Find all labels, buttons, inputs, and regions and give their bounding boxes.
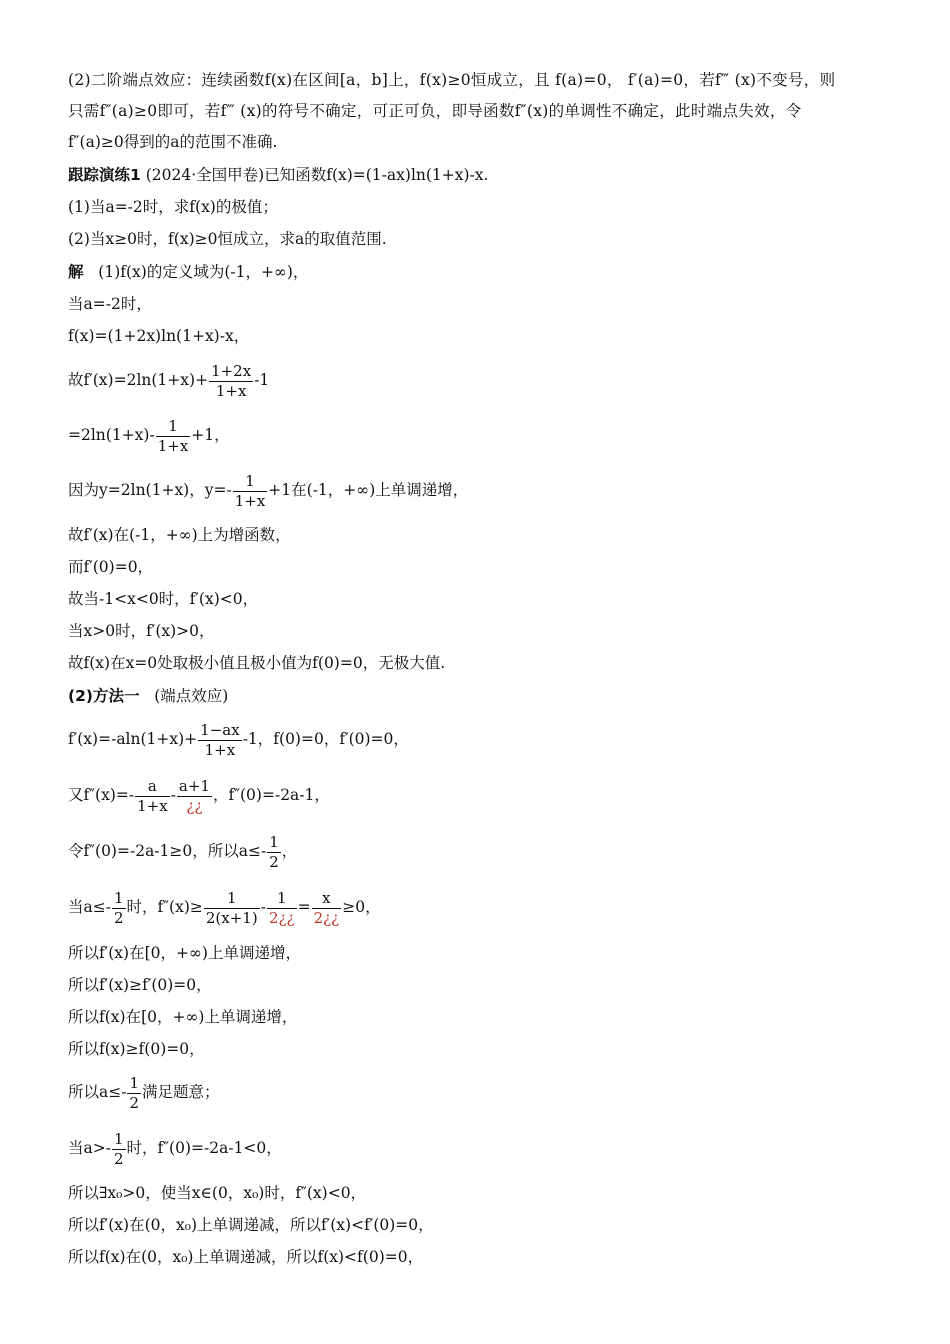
solution-line-11: 故f(x)在x=0处取极小值且极小值为f(0)=0，无极大值. (68, 654, 446, 672)
solution-text: (1)f(x)的定义域为(-1，+∞)， (98, 263, 309, 281)
method-line-12: 所以f′(x)在(0，x₀)上单调递减，所以f′(x)<f′(0)=0， (68, 1216, 434, 1234)
numerator: a (135, 777, 170, 797)
denominator: 2 (269, 852, 279, 871)
solution-line-3: f(x)=(1+2x)ln(1+x)-x， (68, 327, 250, 345)
solution-line-6 (68, 470, 882, 510)
method-line-9 (68, 1071, 882, 1113)
method-line-11: 所以∃x₀>0，使当x∈(0，x₀)时，f″(x)<0， (68, 1184, 367, 1202)
text: 时，f″(x)≥ (126, 898, 203, 916)
method-line-2 (68, 774, 882, 816)
denominator: 2(x+1) (205, 908, 258, 927)
denominator: 2¿¿ (268, 908, 295, 927)
question-2: (2)当x≥0时，f(x)≥0恒成立，求a的取值范围. (68, 230, 387, 248)
fraction (267, 833, 281, 872)
method-line-5: 所以f′(x)在[0，+∞)上单调递增， (68, 944, 301, 962)
solution-line-7: 故f′(x)在(-1，+∞)上为增函数， (68, 526, 291, 544)
exercise-text: (2024·全国甲卷)已知函数f(x)=(1-ax)ln(1+x)-x. (145, 166, 489, 184)
solution-label: 解 (68, 263, 84, 281)
text: ，f″(0)=-2a-1， (212, 786, 330, 804)
text: f′(x)=-aln(1+x)+ (68, 730, 198, 748)
exercise-label: 跟踪演练1 (68, 166, 141, 184)
question-1: (1)当a=-2时，求f(x)的极值； (68, 198, 278, 216)
denominator: 1+x (137, 796, 168, 815)
fraction (112, 1130, 126, 1169)
solution-line-10: 当x>0时，f′(x)>0， (68, 622, 215, 640)
text: -1 (254, 371, 270, 389)
fraction (312, 889, 342, 928)
text: 因为y=2ln(1+x)，y=- (68, 481, 232, 499)
text: - (170, 786, 176, 804)
solution-line-5 (68, 415, 882, 455)
numerator: 1−ax (200, 720, 240, 739)
text: +1， (191, 426, 230, 444)
numerator: 1 (113, 888, 124, 907)
fraction (233, 472, 268, 511)
method-line-7: 所以f(x)在[0，+∞)上单调递增， (68, 1008, 298, 1026)
denominator: 2 (129, 1093, 140, 1112)
intro-line-1: (2)二阶端点效应：连续函数f(x)在区间[a，b]上，f(x)≥0恒成立，且 f(a)=0， f′(a)=0，若f‴ (x)不变号，则 (68, 71, 836, 89)
text: - (260, 898, 266, 916)
numerator: 1 (156, 417, 191, 437)
numerator: 1 (269, 832, 279, 851)
solution-line-1 (68, 262, 882, 282)
numerator: 1 (204, 889, 260, 909)
solution-line-2: 当a=-2时， (68, 295, 152, 313)
text: 满足题意； (142, 1083, 220, 1101)
method-line-3 (68, 830, 882, 872)
solution-line-9: 故当-1<x<0时，f′(x)<0， (68, 590, 259, 608)
text: 又f″(x)=- (68, 786, 135, 804)
method-line-6: 所以f′(x)≥f′(0)=0， (68, 976, 212, 994)
fraction (112, 889, 126, 928)
text: -1，f(0)=0，f′(0)=0， (242, 730, 409, 748)
numerator: 1 (129, 1073, 140, 1092)
numerator: 1 (233, 472, 268, 492)
text: 令f″(0)=-2a-1≥0，所以a≤- (68, 842, 267, 860)
method-line-10 (68, 1127, 882, 1169)
text: 当a>- (68, 1139, 111, 1157)
solution-line-8: 而f′(0)=0， (68, 558, 154, 576)
numerator: 1 (113, 1129, 124, 1148)
numerator: a+1 (178, 776, 210, 795)
fraction (177, 777, 212, 816)
denominator: 2 (113, 1149, 124, 1168)
text: ≥0， (342, 898, 381, 916)
fraction (209, 362, 253, 401)
fraction (135, 777, 170, 816)
denominator: 1+x (157, 436, 189, 455)
text: =2ln(1+x)- (68, 426, 155, 444)
fraction (156, 417, 191, 456)
method-line-8: 所以f(x)≥f(0)=0， (68, 1040, 205, 1058)
denominator: 2¿¿ (313, 908, 340, 927)
exercise-heading (68, 165, 882, 185)
method-label: (2)方法一 (68, 687, 140, 705)
numerator: 1+2x (211, 361, 252, 380)
fraction (204, 889, 260, 928)
numerator: 1 (267, 889, 297, 909)
intro-line-3: f″(a)≥0得到的a的范围不准确. (68, 133, 278, 151)
text: 当a≤- (68, 898, 111, 916)
text: ， (281, 842, 298, 860)
method-note: (端点效应) (154, 687, 229, 705)
numerator: x (312, 889, 342, 909)
method-line-13: 所以f(x)在(0，x₀)上单调递减，所以f(x)<f(0)=0， (68, 1248, 424, 1266)
denominator: 1+x (234, 491, 266, 510)
intro-line-2: 只需f″(a)≥0即可，若f‴ (x)的符号不确定，可正可负，即导函数f″(x)的单调性不确定，此时端点失效，令 (68, 102, 802, 120)
method-line-1 (68, 718, 882, 760)
method-line-4 (68, 886, 882, 928)
denominator: 2 (113, 908, 124, 927)
fraction (267, 889, 297, 928)
text: +1在(-1，+∞)上单调递增， (268, 481, 469, 499)
solution-line-4 (68, 360, 882, 400)
text: 故f′(x)=2ln(1+x)+ (68, 371, 209, 389)
denominator: 1+x (215, 381, 247, 400)
method-1-heading (68, 686, 882, 706)
denominator: ¿¿ (186, 796, 203, 815)
text: 时，f″(0)=-2a-1<0， (126, 1139, 282, 1157)
text: = (297, 898, 311, 916)
fraction (127, 1074, 141, 1113)
fraction (198, 721, 242, 760)
denominator: 1+x (204, 740, 236, 759)
text: 所以a≤- (68, 1083, 127, 1101)
